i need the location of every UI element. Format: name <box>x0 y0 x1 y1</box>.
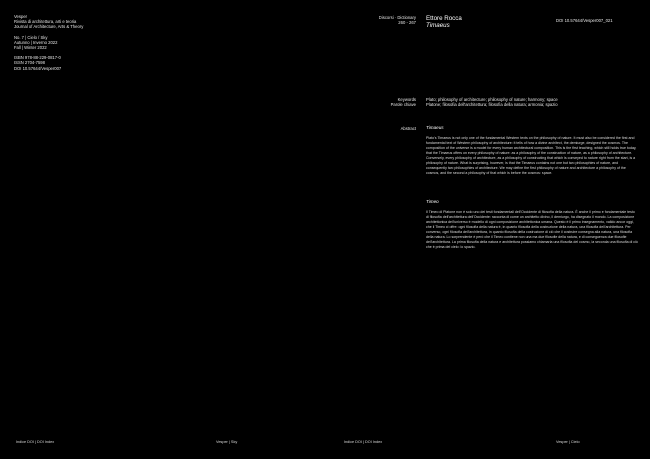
section-label <box>368 15 416 25</box>
journal-season-it: Autunno | Inverno 2022 <box>14 39 58 45</box>
keywords-label <box>368 97 416 107</box>
footer-running-title-left: Vesper | Sky <box>216 440 238 444</box>
article-header <box>426 15 526 29</box>
journal-doi: DOI 10.57644/Vesper007 <box>14 65 62 71</box>
article-title: Timaeus <box>426 22 450 29</box>
keywords-label-it: Parole chiave <box>390 102 416 108</box>
journal-info <box>14 14 134 71</box>
journal-name: Vesper <box>14 14 28 19</box>
journal-issue: No. 7 | Cielo / Sky <box>14 34 48 40</box>
abstract-en-heading: Timaeus <box>426 125 444 130</box>
article-doi[interactable]: DOI 10.57644/Vesper007_021 <box>556 18 613 23</box>
keywords-it: Platone; filosofia dell'architettura; filosofia della natura; armonia; spazio <box>426 102 558 108</box>
keywords-label-en: Keywords <box>397 97 416 102</box>
footer-doi-index-right[interactable]: Indice DOI | DOI Index <box>344 440 383 444</box>
abstract-en-text: Plato's Timaeus is not only one of the fundamental Western texts on the philosophy of nature. It must also be considered the first and fundamental text of Western philosophy of architecture: it tells of how a divine architect, the demiurge, designed the cosmos. The composition of the universe is a model for every human architectural composition. This is the first teaching, which still holds true today, that the Timaeus offers on every philosophy of nature: as a philosophy of the construction of nature, as a philosophy of architecture. Conversely, every philosophy of architecture, as a philosophy of constructing that which is conveyed to nature right from the start, is a philosophy of nature. What is surprising, however, is that the Timaeus contains not one but two philosophies of nature, and consequently two philosophies of architecture. We may define the first philosophy of nature and architecture a philosophy of the cosmos, and the second a philosophy of that which is before the cosmos: space. <box>426 136 637 175</box>
footer-running-title-right: Vesper | Cielo <box>556 440 580 444</box>
section-pages: 260 - 267 <box>398 20 416 26</box>
keywords-values <box>426 97 626 107</box>
journal-subtitle-en: Journal of Architecture, Arts & Theory <box>14 24 84 30</box>
section-name: Discorsi · Dictionary <box>378 15 416 20</box>
abstract-english <box>426 125 638 176</box>
journal-season-en: Fall | Winter 2022 <box>14 45 47 51</box>
abstract-it-heading: Timeo <box>426 199 439 204</box>
abstract-label: Abstract <box>400 126 416 131</box>
footer-doi-index-left[interactable]: Indice DOI | DOI Index <box>16 440 55 444</box>
abstract-italian <box>426 199 638 250</box>
journal-isbn: ISBN 978-88-229-0817-0 <box>14 55 61 61</box>
keywords-en: Plato; philosophy of architecture; philosophy of nature; harmony; space <box>426 97 558 102</box>
journal-issn: ISSN 2704-7598 <box>14 60 45 66</box>
author-name: Ettore Rocca <box>426 15 462 22</box>
abstract-it-text: Il Timeo di Platone non è solo uno dei testi fondamentali dell'Occidente di filosofia della natura. È anche il primo e fondamentale testo di filosofia dell'architettura dell'Occidente: racconta di come un architetto divino, il demiurgo, ha disegnato il mondo. La composizione architettonica dell'universo è modello di ogni composizione architettonica umana. Questo è il primo insegnamento, valido ancor oggi, che il Timeo ci offre: ogni filosofia della natura è, in quanto filosofia della costruzione della natura, una filosofia dell'architettura. Per converso, ogni filosofia dell'architettura, in quanto filosofia della costruzione di ciò che il costruire consegna alla natura, una filosofia della natura. Lo sorprendente è però che il Timeo contiene non una ma due filosofie della natura, e di conseguenza due filosofie dell'architettura. La prima filosofia della natura e architettura possiamo chiamarla una filosofia del cosmo, la seconda una filosofia di ciò che è prima del cielo: lo spazio. <box>426 210 638 249</box>
journal-subtitle-it: Rivista di architettura, arti e teoria <box>14 19 77 25</box>
